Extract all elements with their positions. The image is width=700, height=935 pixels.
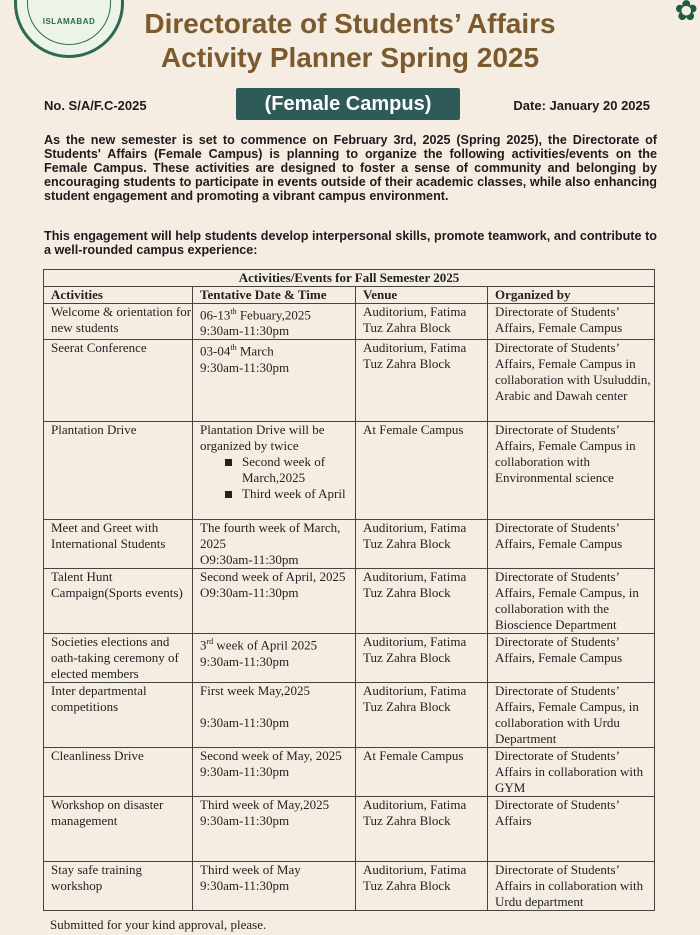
- activity-cell: Seerat Conference: [44, 340, 193, 422]
- date-line: Second week of May, 2025: [200, 748, 342, 764]
- organizer-cell: Directorate of Students’ Affairs, Female Campus in collaboration with Environmental science: [488, 422, 655, 520]
- date-line: 9:30am-11:30pm: [200, 359, 290, 375]
- table-row: [44, 422, 655, 520]
- activity-cell: Plantation Drive: [44, 422, 193, 520]
- date-cell: [193, 422, 356, 520]
- venue-cell: Auditorium, Fatima Tuz Zahra Block: [356, 520, 488, 569]
- organizer-cell: Directorate of Students’ Affairs, Female Campus: [488, 520, 655, 569]
- venue-cell: At Female Campus: [356, 748, 488, 797]
- date-line: 9:30am-11:30pm: [200, 653, 290, 669]
- venue-cell: Auditorium, Fatima Tuz Zahra Block: [356, 683, 488, 748]
- seal-text: ISLAMABAD: [42, 17, 96, 26]
- date-line: 03-04th March: [200, 343, 274, 359]
- page-title: Directorate of Students’ Affairs: [144, 8, 556, 39]
- date-cell: [193, 569, 356, 634]
- date-line: 9:30am-11:30pm: [200, 764, 290, 780]
- date-line: 9:30am-11:30pm: [200, 323, 290, 339]
- date-line: 06-13th Febuary,2025: [200, 307, 311, 323]
- date-line: The fourth week of March, 2025: [200, 520, 341, 552]
- table-row: [44, 683, 655, 748]
- date-line: Third week of May: [200, 862, 301, 878]
- organizer-cell: Directorate of Students’ Affairs, Female Campus, in collaboration with Urdu Department: [488, 683, 655, 748]
- activity-cell: Cleanliness Drive: [44, 748, 193, 797]
- venue-cell: Auditorium, Fatima Tuz Zahra Block: [356, 797, 488, 862]
- table-row: [44, 304, 655, 340]
- date-line: First week May,2025: [200, 683, 311, 699]
- date-cell: [193, 862, 356, 911]
- activity-cell: Stay safe training workshop: [44, 862, 193, 911]
- date-cell: [193, 340, 356, 422]
- date-cell: [193, 748, 356, 797]
- date-cell: [193, 520, 356, 569]
- document-date: Date: January 20 2025: [513, 98, 650, 113]
- date-line: [200, 699, 355, 715]
- table-body: [44, 304, 655, 911]
- date-bullet: Second week of March,2025: [242, 454, 355, 486]
- date-intro: Plantation Drive will be organized by twice: [200, 422, 325, 454]
- activity-cell: Welcome & orientation for new students: [44, 304, 193, 340]
- table-row: [44, 569, 655, 634]
- table-caption: Activities/Events for Fall Semester 2025: [44, 270, 655, 287]
- activity-cell: Workshop on disaster management: [44, 797, 193, 862]
- decorative-flower-icon: ✿: [674, 0, 698, 27]
- date-cell: [193, 683, 356, 748]
- table-row: [44, 748, 655, 797]
- activity-cell: Talent Hunt Campaign(Sports events): [44, 569, 193, 634]
- page-subtitle: Activity Planner Spring 2025: [160, 42, 540, 73]
- activity-table: [43, 269, 655, 911]
- column-header-venue: Venue: [356, 287, 488, 304]
- table-row: [44, 634, 655, 683]
- intro-paragraph-2: This engagement will help students develop interpersonal skills, promote teamwork, and contribute to a well-rounded campus experience:: [44, 229, 657, 257]
- venue-cell: Auditorium, Fatima Tuz Zahra Block: [356, 634, 488, 683]
- organizer-cell: Directorate of Students’ Affairs in collaboration with GYM: [488, 748, 655, 797]
- date-bullet: Third week of April: [242, 486, 355, 502]
- activity-cell: Societies elections and oath-taking ceremony of elected members: [44, 634, 193, 683]
- column-header-date-time: Tentative Date & Time: [193, 287, 356, 304]
- date-line: Second week of April, 2025: [200, 569, 346, 585]
- organizer-cell: Directorate of Students’ Affairs: [488, 797, 655, 862]
- date-line: 9:30am-11:30pm: [200, 715, 290, 731]
- activity-cell: Inter departmental competitions: [44, 683, 193, 748]
- column-header-organized-by: Organized by: [488, 287, 655, 304]
- campus-badge: (Female Campus): [236, 88, 460, 120]
- table-row: [44, 797, 655, 862]
- venue-cell: At Female Campus: [356, 422, 488, 520]
- date-cell: [193, 304, 356, 340]
- table-row: [44, 340, 655, 422]
- organizer-cell: Directorate of Students’ Affairs, Female Campus in collaboration with Usuluddin, Arabic and Dawah center: [488, 340, 655, 422]
- venue-cell: Auditorium, Fatima Tuz Zahra Block: [356, 569, 488, 634]
- date-cell: [193, 634, 356, 683]
- approval-note: Submitted for your kind approval, please.: [50, 917, 267, 932]
- date-cell: [193, 797, 356, 862]
- organizer-cell: Directorate of Students’ Affairs, Female Campus: [488, 304, 655, 340]
- table-row: [44, 862, 655, 911]
- date-line: O9:30am-11:30pm: [200, 585, 299, 601]
- date-line: 9:30am-11:30pm: [200, 878, 290, 894]
- date-line: 3rd week of April 2025: [200, 637, 318, 653]
- table-header-row: [44, 287, 655, 304]
- venue-cell: Auditorium, Fatima Tuz Zahra Block: [356, 862, 488, 911]
- column-header-activities: Activities: [44, 287, 193, 304]
- reference-number: No. S/A/F.C-2025: [44, 98, 147, 113]
- table-row: [44, 520, 655, 569]
- organizer-cell: Directorate of Students’ Affairs, Female Campus, in collaboration with the Bioscience Department: [488, 569, 655, 634]
- date-line: Third week of May,2025: [200, 797, 330, 813]
- venue-cell: Auditorium, Fatima Tuz Zahra Block: [356, 340, 488, 422]
- intro-paragraph: As the new semester is set to commence on February 3rd, 2025 (Spring 2025), the Directorate of Students' Affairs (Female Campus) is planning to organize the following activities/events on the Female Campus. These activities are designed to foster a sense of community and belonging by encouraging students to participate in events outside of their academic classes, while also enhancing student engagement and promoting a vibrant campus environment.: [44, 133, 657, 203]
- organizer-cell: Directorate of Students’ Affairs, Female Campus: [488, 634, 655, 683]
- organizer-cell: Directorate of Students’ Affairs in collaboration with Urdu department: [488, 862, 655, 911]
- venue-cell: Auditorium, Fatima Tuz Zahra Block: [356, 304, 488, 340]
- activity-cell: Meet and Greet with International Students: [44, 520, 193, 569]
- meta-row: [44, 88, 650, 122]
- date-bullet-list: [200, 454, 355, 502]
- date-line: 9:30am-11:30pm: [200, 813, 290, 829]
- date-line: O9:30am-11:30pm: [200, 552, 299, 568]
